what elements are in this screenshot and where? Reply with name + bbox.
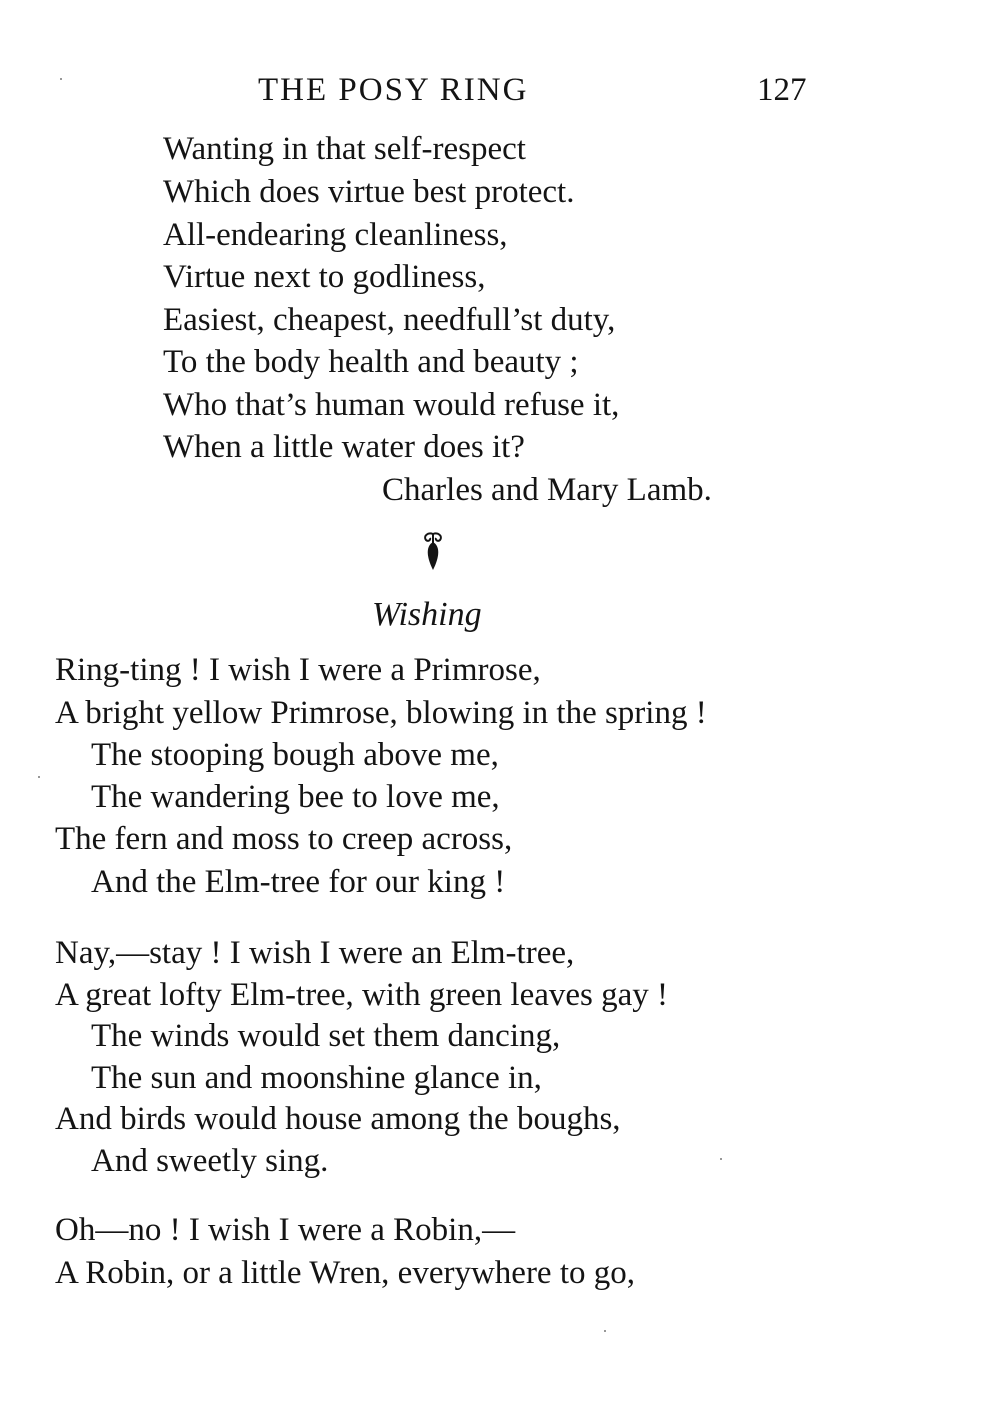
poem-attribution: Charles and Mary Lamb. [382, 472, 712, 508]
stanza-line: Oh—no ! I wish I were a Robin,— [55, 1212, 516, 1248]
stanza-line: And the Elm-tree for our king ! [91, 864, 506, 900]
stanza-line: The stooping bough above me, [91, 737, 499, 773]
scan-speck [720, 1158, 722, 1160]
stanza-line: Nay,—stay ! I wish I were an Elm-tree, [55, 935, 575, 971]
stanza-line: And birds would house among the boughs, [55, 1101, 621, 1137]
previous-poem-line: When a little water does it? [163, 429, 525, 465]
stanza-line: A Robin, or a little Wren, everywhere to go, [55, 1255, 635, 1291]
stanza-line: A great lofty Elm-tree, with green leaves gay ! [55, 977, 669, 1013]
previous-poem-line: To the body health and beauty ; [163, 344, 579, 380]
stanza-line: The wandering bee to love me, [91, 779, 500, 815]
stanza-line: And sweetly sing. [91, 1143, 329, 1179]
scan-speck [60, 78, 62, 80]
stanza-line: The fern and moss to creep across, [55, 821, 513, 857]
poem-title: Wishing [372, 596, 482, 633]
stanza-line: Ring-ting ! I wish I were a Primrose, [55, 652, 541, 688]
page-number: 127 [757, 72, 807, 108]
running-head-title: THE POSY RING [258, 72, 529, 108]
previous-poem-line: Easiest, cheapest, needfull’st duty, [163, 302, 616, 338]
scan-speck [38, 776, 40, 778]
previous-poem-line: All-endearing cleanliness, [163, 217, 508, 253]
previous-poem-line: Who that’s human would refuse it, [163, 387, 620, 423]
floral-fleuron-icon [418, 530, 448, 574]
stanza-line: The winds would set them dancing, [91, 1018, 561, 1054]
scan-speck [604, 1330, 606, 1332]
previous-poem-line: Which does virtue best protect. [163, 174, 575, 210]
stanza-line: A bright yellow Primrose, blowing in the spring ! [55, 695, 707, 731]
stanza-line: The sun and moonshine glance in, [91, 1060, 542, 1096]
previous-poem-line: Wanting in that self-respect [163, 131, 526, 167]
previous-poem-line: Virtue next to godliness, [163, 259, 486, 295]
